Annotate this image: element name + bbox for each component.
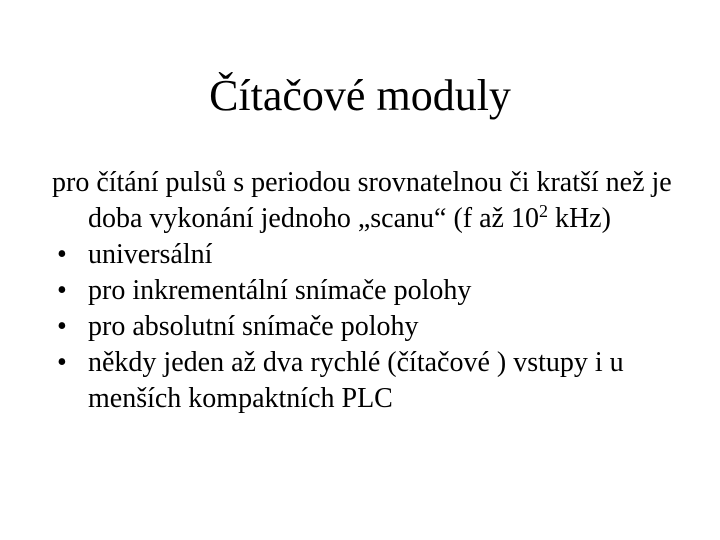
list-item-text: universální [88, 239, 213, 270]
intro-paragraph [52, 165, 692, 237]
list-item-text: pro absolutní snímače polohy [88, 311, 419, 342]
bullet-icon: • [57, 239, 67, 270]
bullet-list [52, 237, 692, 417]
list-item-text: pro inkrementální snímače polohy [88, 275, 472, 306]
bullet-icon: • [57, 275, 67, 306]
list-item [52, 309, 692, 345]
list-item [52, 345, 692, 417]
intro-text-end: kHz) [547, 203, 611, 234]
bullet-icon: • [57, 347, 67, 378]
list-item-text: někdy jeden až dva rychlé (čítačové ) vstupy i u menších kompaktních PLC [88, 347, 624, 414]
bullet-icon: • [57, 311, 67, 342]
list-item [52, 273, 692, 309]
list-item [52, 237, 692, 273]
intro-exponent: 2 [538, 201, 548, 221]
intro-text: pro čítání pulsů s periodou srovnatelnou či kratší než je doba vykonání jednoho „scanu“ (f až 10 [52, 167, 672, 234]
slide-body [52, 165, 692, 417]
slide-title: Čítačové moduly [209, 71, 511, 120]
